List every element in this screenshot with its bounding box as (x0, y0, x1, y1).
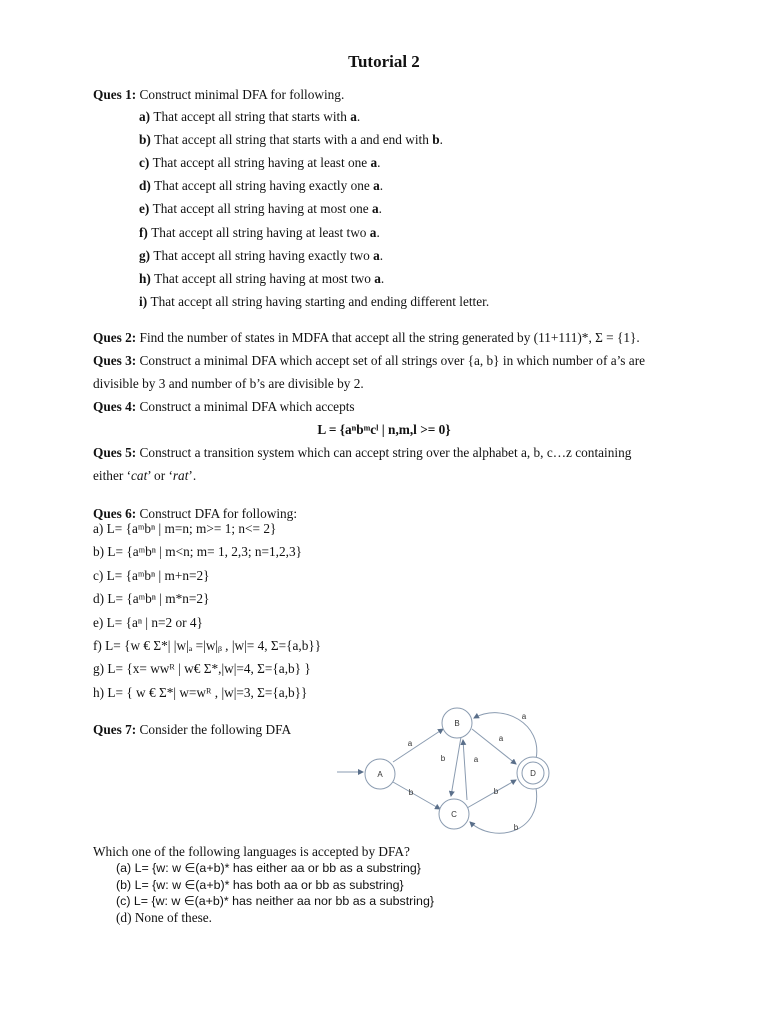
text-part: ’. (188, 468, 197, 483)
edge-label: b (493, 787, 499, 796)
edge-d-c (470, 788, 537, 833)
item-letter: i) (139, 293, 151, 309)
edge-label: a (521, 712, 527, 721)
item-end: . (376, 224, 380, 240)
question-label: Ques 3: (93, 353, 137, 368)
language-item: c) L= {aᵐbⁿ | m+n=2} (93, 567, 210, 583)
edge-c-d (467, 780, 516, 808)
edge-label: a (498, 734, 504, 743)
state-label: A (377, 770, 383, 779)
item-end: . (379, 178, 384, 194)
item-text: That accept all string having at most one (152, 201, 372, 217)
item-bold: a (374, 270, 381, 286)
item-text: That accept all string having at most two (154, 270, 375, 286)
list-item (139, 248, 383, 264)
item-text: That accept all string having at least one (152, 155, 371, 171)
edge-b-c (451, 737, 461, 796)
text-part: either ‘ (93, 468, 132, 483)
item-letter: h) (139, 270, 155, 286)
question-6 (93, 506, 297, 522)
answer-option: (a) L= {w: w ∈(a+b)* has either aa or bb as a substring} (116, 861, 421, 875)
item-end: . (356, 109, 361, 124)
question-text: Construct a minimal DFA which accepts (139, 399, 355, 414)
item-bold: a (370, 155, 378, 171)
answer-option: (b) L= {w: w ∈(a+b)* has both aa or bb as substring} (116, 877, 404, 892)
text-part: ’ or ‘ (147, 468, 173, 483)
state-label: C (451, 810, 457, 819)
item-letter: d) (139, 178, 155, 194)
question-label: Ques 4: (93, 399, 137, 414)
item-letter: c) (139, 155, 153, 171)
list-item (139, 132, 443, 148)
item-bold: a (350, 109, 357, 124)
edge-label: a (473, 755, 479, 764)
question-4 (93, 399, 355, 415)
text-italic: rat (172, 468, 189, 483)
item-end: . (380, 270, 385, 286)
edge-c-b (463, 740, 467, 800)
question-text: Find the number of states in MDFA that accept all the string generated by (11+111)*, Σ = {1}. (139, 330, 640, 345)
list-item (139, 178, 383, 194)
question-text: Construct a minimal DFA which accept set of all strings over {a, b} in which number of a’s are (139, 353, 646, 368)
answer-option: (c) L= {w: w ∈(a+b)* has neither aa nor bb as a substring} (116, 894, 434, 908)
item-bold: a (369, 224, 377, 240)
list-item (139, 109, 360, 125)
item-bold: b (432, 132, 440, 148)
item-bold: a (372, 201, 379, 217)
item-end: . (379, 247, 384, 263)
list-item (139, 201, 382, 217)
item-text: That accept all string having exactly two (153, 247, 374, 263)
language-item: b) L= {aᵐbⁿ | m<n; m= 1, 2,3; n=1,2,3} (93, 544, 303, 560)
question-text: Consider the following DFA (139, 722, 292, 737)
item-bold: a (373, 178, 380, 194)
language-item: g) L= {x= wwᴿ | w€ Σ*,|w|=4, Σ={a,b} } (93, 661, 311, 677)
item-text: That accept all string that starts with a and end with (154, 132, 433, 148)
dfa-diagram (333, 704, 573, 840)
item-bold: a (373, 247, 380, 263)
question-5-continued (93, 468, 196, 484)
item-letter: g) (139, 247, 154, 263)
item-text: That accept all string having starting and ending different letter. (150, 293, 490, 309)
edge-label: b (440, 754, 446, 763)
question-3 (93, 353, 645, 369)
edge-b-d (472, 729, 516, 764)
language-item: a) L= {aᵐbⁿ | m=n; m>= 1; n<= 2} (93, 521, 277, 536)
language-item: d) L= {aᵐbⁿ | m*n=2} (93, 591, 210, 607)
item-end: . (378, 201, 382, 217)
list-item (139, 155, 380, 171)
item-end: . (377, 155, 381, 171)
question-7-prompt: Which one of the following languages is accepted by DFA? (93, 844, 410, 859)
page-title: Tutorial 2 (348, 52, 420, 71)
question-text: Construct DFA for following: (139, 506, 298, 521)
question-7 (93, 722, 291, 738)
language-item: e) L= {aⁿ | n=2 or 4} (93, 614, 203, 630)
list-item (139, 225, 380, 241)
question-label: Ques 5: (93, 445, 137, 460)
edge-d-b (474, 713, 537, 759)
question-1 (93, 87, 344, 103)
question-4-formula: L = {aⁿbᵐcˡ | n,m,l >= 0} (317, 422, 451, 437)
item-end: . (439, 132, 443, 148)
question-label: Ques 6: (93, 506, 137, 521)
edge-label: a (407, 739, 413, 748)
item-letter: e) (139, 201, 153, 217)
list-item (139, 294, 489, 310)
language-item: f) L= {w € Σ*| |w|ₐ =|w|ᵦ , |w|= 4, Σ={a,b}} (93, 638, 322, 653)
answer-option: (d) None of these. (116, 909, 212, 925)
state-label: B (454, 719, 460, 728)
item-letter: f) (139, 224, 152, 240)
item-text: That accept all string that starts with (153, 109, 351, 124)
state-label: D (530, 769, 536, 778)
question-2 (93, 330, 640, 346)
question-text: Construct a transition system which can accept string over the alphabet a, b, c…z containing (139, 445, 632, 460)
edge-a-c (393, 782, 440, 809)
question-label: Ques 7: (93, 722, 137, 737)
item-letter: a) (139, 109, 154, 124)
edge-label: b (513, 823, 519, 832)
question-label: Ques 1: (93, 87, 137, 102)
list-item (139, 271, 384, 287)
item-letter: b) (139, 132, 155, 148)
question-text: Construct minimal DFA for following. (139, 87, 345, 102)
item-text: That accept all string having at least two (151, 224, 370, 240)
text-italic: cat (131, 468, 148, 483)
edge-label: b (408, 788, 414, 797)
item-text: That accept all string having exactly one (154, 178, 374, 194)
question-label: Ques 2: (93, 330, 137, 345)
edge-a-b (393, 729, 443, 762)
question-5 (93, 445, 631, 461)
question-3-continued: divisible by 3 and number of b’s are divisible by 2. (93, 376, 364, 391)
language-item: h) L= { w € Σ*| w=wᴿ , |w|=3, Σ={a,b}} (93, 684, 308, 700)
